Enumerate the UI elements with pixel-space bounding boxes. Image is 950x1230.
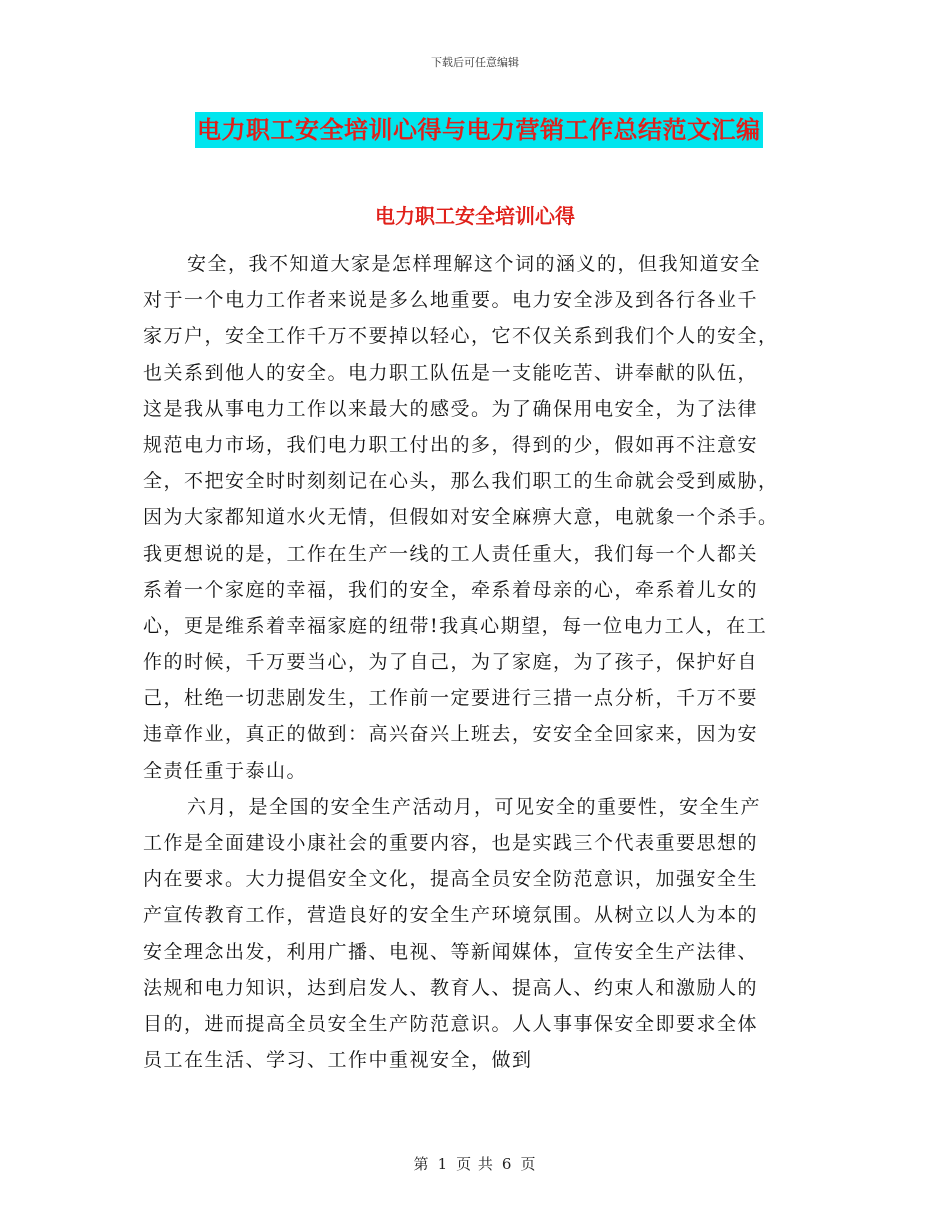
paragraph <box>143 246 803 789</box>
text-line: 违章作业，真正的做到：高兴奋兴上班去，安安全全回家来，因为安 <box>143 723 759 746</box>
text-line: 全，不把安全时时刻刻记在心头，那么我们职工的生命就会受到威胁， <box>143 470 779 493</box>
text-line: 安全，我不知道大家是怎样理解这个词的涵义的，但我知道安全 <box>187 253 762 275</box>
text-line: 也关系到他人的安全。电力职工队伍是一支能吃苦、讲奉献的队伍， <box>143 361 759 384</box>
footer-suffix: 页 <box>520 1155 537 1173</box>
page-footer <box>0 1153 950 1174</box>
text-line: 己，杜绝一切悲剧发生，工作前一定要进行三措一点分析，千万不要 <box>143 687 759 710</box>
text-line: 内在要求。大力提倡安全文化，提高全员安全防范意识，加强安全生 <box>143 868 759 891</box>
document-title: 电力职工安全培训心得与电力营销工作总结范文汇编 <box>195 112 763 148</box>
text-line: 工作是全面建设小康社会的重要内容，也是实践三个代表重要思想的 <box>143 832 759 854</box>
text-line: 对于一个电力工作者来说是多么地重要。电力安全涉及到各行各业千 <box>143 289 759 312</box>
text-line: 因为大家都知道水火无情，但假如对安全麻痹大意，电就象一个杀手。 <box>143 506 779 529</box>
text-line: 我更想说的是，工作在生产一线的工人责任重大，我们每一个人都关 <box>143 542 759 565</box>
text-line: 安全理念出发，利用广播、电视、等新闻媒体，宣传安全生产法律、 <box>143 940 759 963</box>
text-line: 规范电力市场，我们电力职工付出的多，得到的少，假如再不注意安 <box>143 433 759 456</box>
text-line: 目的，进而提高全员安全生产防范意识。人人事事保安全即要求全体 <box>143 1012 759 1035</box>
footer-middle: 页 共 <box>456 1155 494 1173</box>
page-total: 6 <box>501 1155 513 1173</box>
text-line: 心，更是维系着幸福家庭的纽带!我真心期望，每一位电力工人，在工 <box>143 614 768 637</box>
text-line: 六月，是全国的安全生产活动月，可见安全的重要性，安全生产 <box>187 795 762 818</box>
body-text <box>143 246 803 1078</box>
header-note: 下载后可任意编辑 <box>431 56 519 69</box>
footer-prefix: 第 <box>413 1155 430 1173</box>
text-line: 作的时候，千万要当心，为了自己，为了家庭，为了孩子，保护好自 <box>143 651 759 674</box>
text-line: 家万户，安全工作千万不要掉以轻心，它不仅关系到我们个人的安全， <box>143 325 779 348</box>
text-line: 员工在生活、学习、工作中重视安全，做到 <box>143 1049 533 1072</box>
page-number: 1 <box>437 1155 449 1173</box>
text-line: 法规和电力知识，达到启发人、教育人、提高人、约束人和激励人的 <box>143 976 759 999</box>
text-line: 这是我从事电力工作以来最大的感受。为了确保用电安全，为了法律 <box>143 397 759 420</box>
paragraph <box>143 789 803 1079</box>
text-line: 产宣传教育工作，营造良好的安全生产环境氛围。从树立以人为本的 <box>143 904 759 927</box>
section-title: 电力职工安全培训心得 <box>375 204 575 228</box>
text-line: 系着一个家庭的幸福，我们的安全，牵系着母亲的心，牵系着儿女的 <box>143 578 759 601</box>
main-title-wrap <box>195 112 802 148</box>
text-line: 全责任重于泰山。 <box>143 759 308 782</box>
